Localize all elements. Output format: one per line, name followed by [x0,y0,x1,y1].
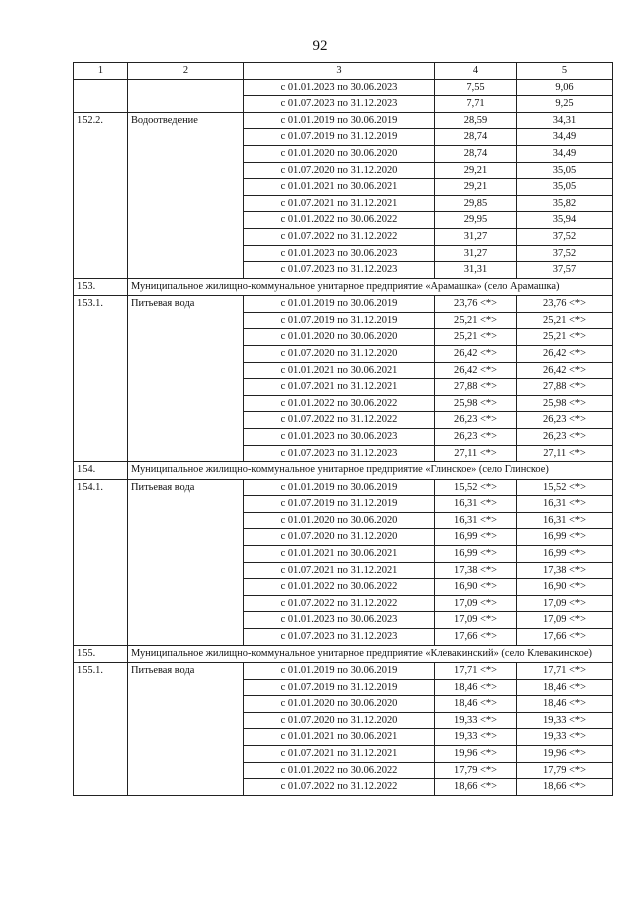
tariff-value-4: 27,88 <*> [435,379,517,396]
tariff-value-5: 23,76 <*> [517,296,613,313]
column-header-3: 3 [244,63,435,80]
tariff-value-4: 18,46 <*> [435,696,517,713]
tariff-value-4: 16,99 <*> [435,529,517,546]
item-number: 155. [74,645,128,663]
page-number: 92 [312,38,328,54]
tariff-value-5: 25,21 <*> [517,329,613,346]
tariff-value-4: 29,21 [435,179,517,196]
tariff-value-5: 34,49 [517,145,613,162]
tariff-table [73,62,613,796]
tariff-period: с 01.01.2022 по 30.06.2022 [244,762,435,779]
tariff-value-4: 28,74 [435,129,517,146]
tariff-period: с 01.07.2022 по 31.12.2022 [244,228,435,245]
service-name [128,79,244,112]
tariff-value-4: 28,59 [435,112,517,129]
tariff-period: с 01.01.2020 по 30.06.2020 [244,512,435,529]
tariff-period: с 01.01.2019 по 30.06.2019 [244,296,435,313]
tariff-value-5: 27,11 <*> [517,445,613,462]
tariff-value-5: 26,23 <*> [517,412,613,429]
tariff-value-4: 31,31 [435,262,517,279]
tariff-value-5: 35,05 [517,162,613,179]
column-header-5: 5 [517,63,613,80]
tariff-period: с 01.01.2019 по 30.06.2019 [244,479,435,496]
tariff-value-4: 31,27 [435,228,517,245]
tariff-value-4: 17,71 <*> [435,663,517,680]
tariff-value-5: 16,99 <*> [517,529,613,546]
tariff-value-4: 26,23 <*> [435,412,517,429]
tariff-period: с 01.01.2020 по 30.06.2020 [244,696,435,713]
tariff-period: с 01.07.2021 по 31.12.2021 [244,746,435,763]
tariff-value-4: 28,74 [435,145,517,162]
tariff-period: с 01.01.2023 по 30.06.2023 [244,612,435,629]
tariff-value-5: 17,38 <*> [517,562,613,579]
tariff-value-4: 16,31 <*> [435,496,517,513]
tariff-value-5: 16,31 <*> [517,496,613,513]
tariff-value-5: 37,52 [517,245,613,262]
tariff-value-4: 19,96 <*> [435,746,517,763]
tariff-period: с 01.07.2021 по 31.12.2021 [244,379,435,396]
tariff-period: с 01.01.2020 по 30.06.2020 [244,145,435,162]
tariff-period: с 01.07.2022 по 31.12.2022 [244,595,435,612]
tariff-value-5: 27,88 <*> [517,379,613,396]
service-name: Питьевая вода [128,296,244,462]
tariff-value-5: 16,31 <*> [517,512,613,529]
tariff-value-4: 17,66 <*> [435,629,517,646]
tariff-value-4: 23,76 <*> [435,296,517,313]
table-row [74,479,613,496]
tariff-value-4: 19,33 <*> [435,729,517,746]
tariff-period: с 01.07.2021 по 31.12.2021 [244,195,435,212]
table-row [74,462,613,480]
tariff-value-4: 7,55 [435,79,517,96]
table-row [74,296,613,313]
tariff-period: с 01.07.2019 по 31.12.2019 [244,312,435,329]
service-name: Питьевая вода [128,663,244,796]
service-name: Водоотведение [128,112,244,278]
tariff-value-4: 17,09 <*> [435,612,517,629]
tariff-period: с 01.01.2023 по 30.06.2023 [244,428,435,445]
tariff-value-4: 25,21 <*> [435,329,517,346]
table-row [74,112,613,129]
column-header-1: 1 [74,63,128,80]
tariff-period: с 01.07.2019 по 31.12.2019 [244,129,435,146]
tariff-value-5: 17,66 <*> [517,629,613,646]
tariff-value-4: 17,09 <*> [435,595,517,612]
tariff-value-5: 18,46 <*> [517,696,613,713]
tariff-period: с 01.07.2023 по 31.12.2023 [244,445,435,462]
tariff-value-5: 25,98 <*> [517,395,613,412]
tariff-value-5: 35,82 [517,195,613,212]
tariff-value-5: 17,71 <*> [517,663,613,680]
tariff-period: с 01.07.2023 по 31.12.2023 [244,96,435,113]
tariff-value-5: 37,52 [517,228,613,245]
tariff-value-4: 7,71 [435,96,517,113]
tariff-value-4: 31,27 [435,245,517,262]
tariff-value-5: 9,25 [517,96,613,113]
table-header [74,63,613,80]
column-header-2: 2 [128,63,244,80]
header-row [74,63,613,80]
tariff-value-5: 17,09 <*> [517,612,613,629]
tariff-value-5: 15,52 <*> [517,479,613,496]
tariff-value-5: 17,09 <*> [517,595,613,612]
tariff-value-5: 18,66 <*> [517,779,613,796]
tariff-period: с 01.01.2019 по 30.06.2019 [244,663,435,680]
column-header-4: 4 [435,63,517,80]
tariff-period: с 01.01.2021 по 30.06.2021 [244,179,435,196]
tariff-period: с 01.07.2019 по 31.12.2019 [244,496,435,513]
tariff-period: с 01.07.2021 по 31.12.2021 [244,562,435,579]
tariff-period: с 01.01.2022 по 30.06.2022 [244,395,435,412]
tariff-period: с 01.07.2022 по 31.12.2022 [244,412,435,429]
item-number [74,79,128,112]
tariff-value-4: 26,42 <*> [435,346,517,363]
tariff-value-4: 17,38 <*> [435,562,517,579]
tariff-period: с 01.07.2019 по 31.12.2019 [244,679,435,696]
tariff-value-4: 29,95 [435,212,517,229]
tariff-value-4: 17,79 <*> [435,762,517,779]
item-number: 153. [74,278,128,296]
tariff-period: с 01.07.2020 по 31.12.2020 [244,162,435,179]
tariff-value-5: 26,42 <*> [517,346,613,363]
tariff-value-4: 19,33 <*> [435,712,517,729]
table-row [74,79,613,96]
tariff-value-4: 29,85 [435,195,517,212]
tariff-value-5: 19,33 <*> [517,712,613,729]
table-body [74,79,613,795]
tariff-period: с 01.01.2023 по 30.06.2023 [244,245,435,262]
tariff-value-4: 25,98 <*> [435,395,517,412]
organization-name: Муниципальное жилищно-коммунальное унитарное предприятие «Клевакинский» (село Клевакинское) [128,645,613,663]
item-number: 153.1. [74,296,128,462]
tariff-value-5: 9,06 [517,79,613,96]
tariff-value-5: 19,33 <*> [517,729,613,746]
tariff-value-4: 16,99 <*> [435,546,517,563]
tariff-period: с 01.01.2021 по 30.06.2021 [244,729,435,746]
tariff-period: с 01.07.2022 по 31.12.2022 [244,779,435,796]
tariff-period: с 01.01.2020 по 30.06.2020 [244,329,435,346]
tariff-value-4: 26,42 <*> [435,362,517,379]
tariff-value-5: 18,46 <*> [517,679,613,696]
tariff-period: с 01.01.2021 по 30.06.2021 [244,362,435,379]
tariff-value-4: 29,21 [435,162,517,179]
tariff-value-4: 16,90 <*> [435,579,517,596]
tariff-period: с 01.07.2020 по 31.12.2020 [244,529,435,546]
service-name: Питьевая вода [128,479,244,645]
tariff-period: с 01.07.2023 по 31.12.2023 [244,262,435,279]
tariff-value-5: 25,21 <*> [517,312,613,329]
tariff-period: с 01.01.2019 по 30.06.2019 [244,112,435,129]
item-number: 152.2. [74,112,128,278]
tariff-value-5: 16,90 <*> [517,579,613,596]
tariff-value-4: 27,11 <*> [435,445,517,462]
tariff-period: с 01.01.2022 по 30.06.2022 [244,579,435,596]
table-row [74,645,613,663]
tariff-period: с 01.01.2021 по 30.06.2021 [244,546,435,563]
tariff-value-5: 26,23 <*> [517,428,613,445]
tariff-value-5: 19,96 <*> [517,746,613,763]
organization-name: Муниципальное жилищно-коммунальное унитарное предприятие «Глинское» (село Глинское) [128,462,613,480]
tariff-value-5: 17,79 <*> [517,762,613,779]
tariff-value-4: 25,21 <*> [435,312,517,329]
organization-name: Муниципальное жилищно-коммунальное унитарное предприятие «Арамашка» (село Арамашка) [128,278,613,296]
tariff-period: с 01.07.2020 по 31.12.2020 [244,346,435,363]
tariff-value-5: 35,94 [517,212,613,229]
tariff-value-5: 26,42 <*> [517,362,613,379]
tariff-value-5: 34,31 [517,112,613,129]
table-row [74,278,613,296]
tariff-value-4: 16,31 <*> [435,512,517,529]
tariff-value-4: 15,52 <*> [435,479,517,496]
tariff-value-5: 37,57 [517,262,613,279]
tariff-period: с 01.07.2020 по 31.12.2020 [244,712,435,729]
table-row [74,663,613,680]
tariff-period: с 01.07.2023 по 31.12.2023 [244,629,435,646]
tariff-value-5: 35,05 [517,179,613,196]
tariff-value-4: 18,66 <*> [435,779,517,796]
item-number: 155.1. [74,663,128,796]
item-number: 154. [74,462,128,480]
tariff-value-4: 26,23 <*> [435,428,517,445]
tariff-value-4: 18,46 <*> [435,679,517,696]
tariff-period: с 01.01.2022 по 30.06.2022 [244,212,435,229]
tariff-value-5: 34,49 [517,129,613,146]
tariff-period: с 01.01.2023 по 30.06.2023 [244,79,435,96]
item-number: 154.1. [74,479,128,645]
tariff-value-5: 16,99 <*> [517,546,613,563]
